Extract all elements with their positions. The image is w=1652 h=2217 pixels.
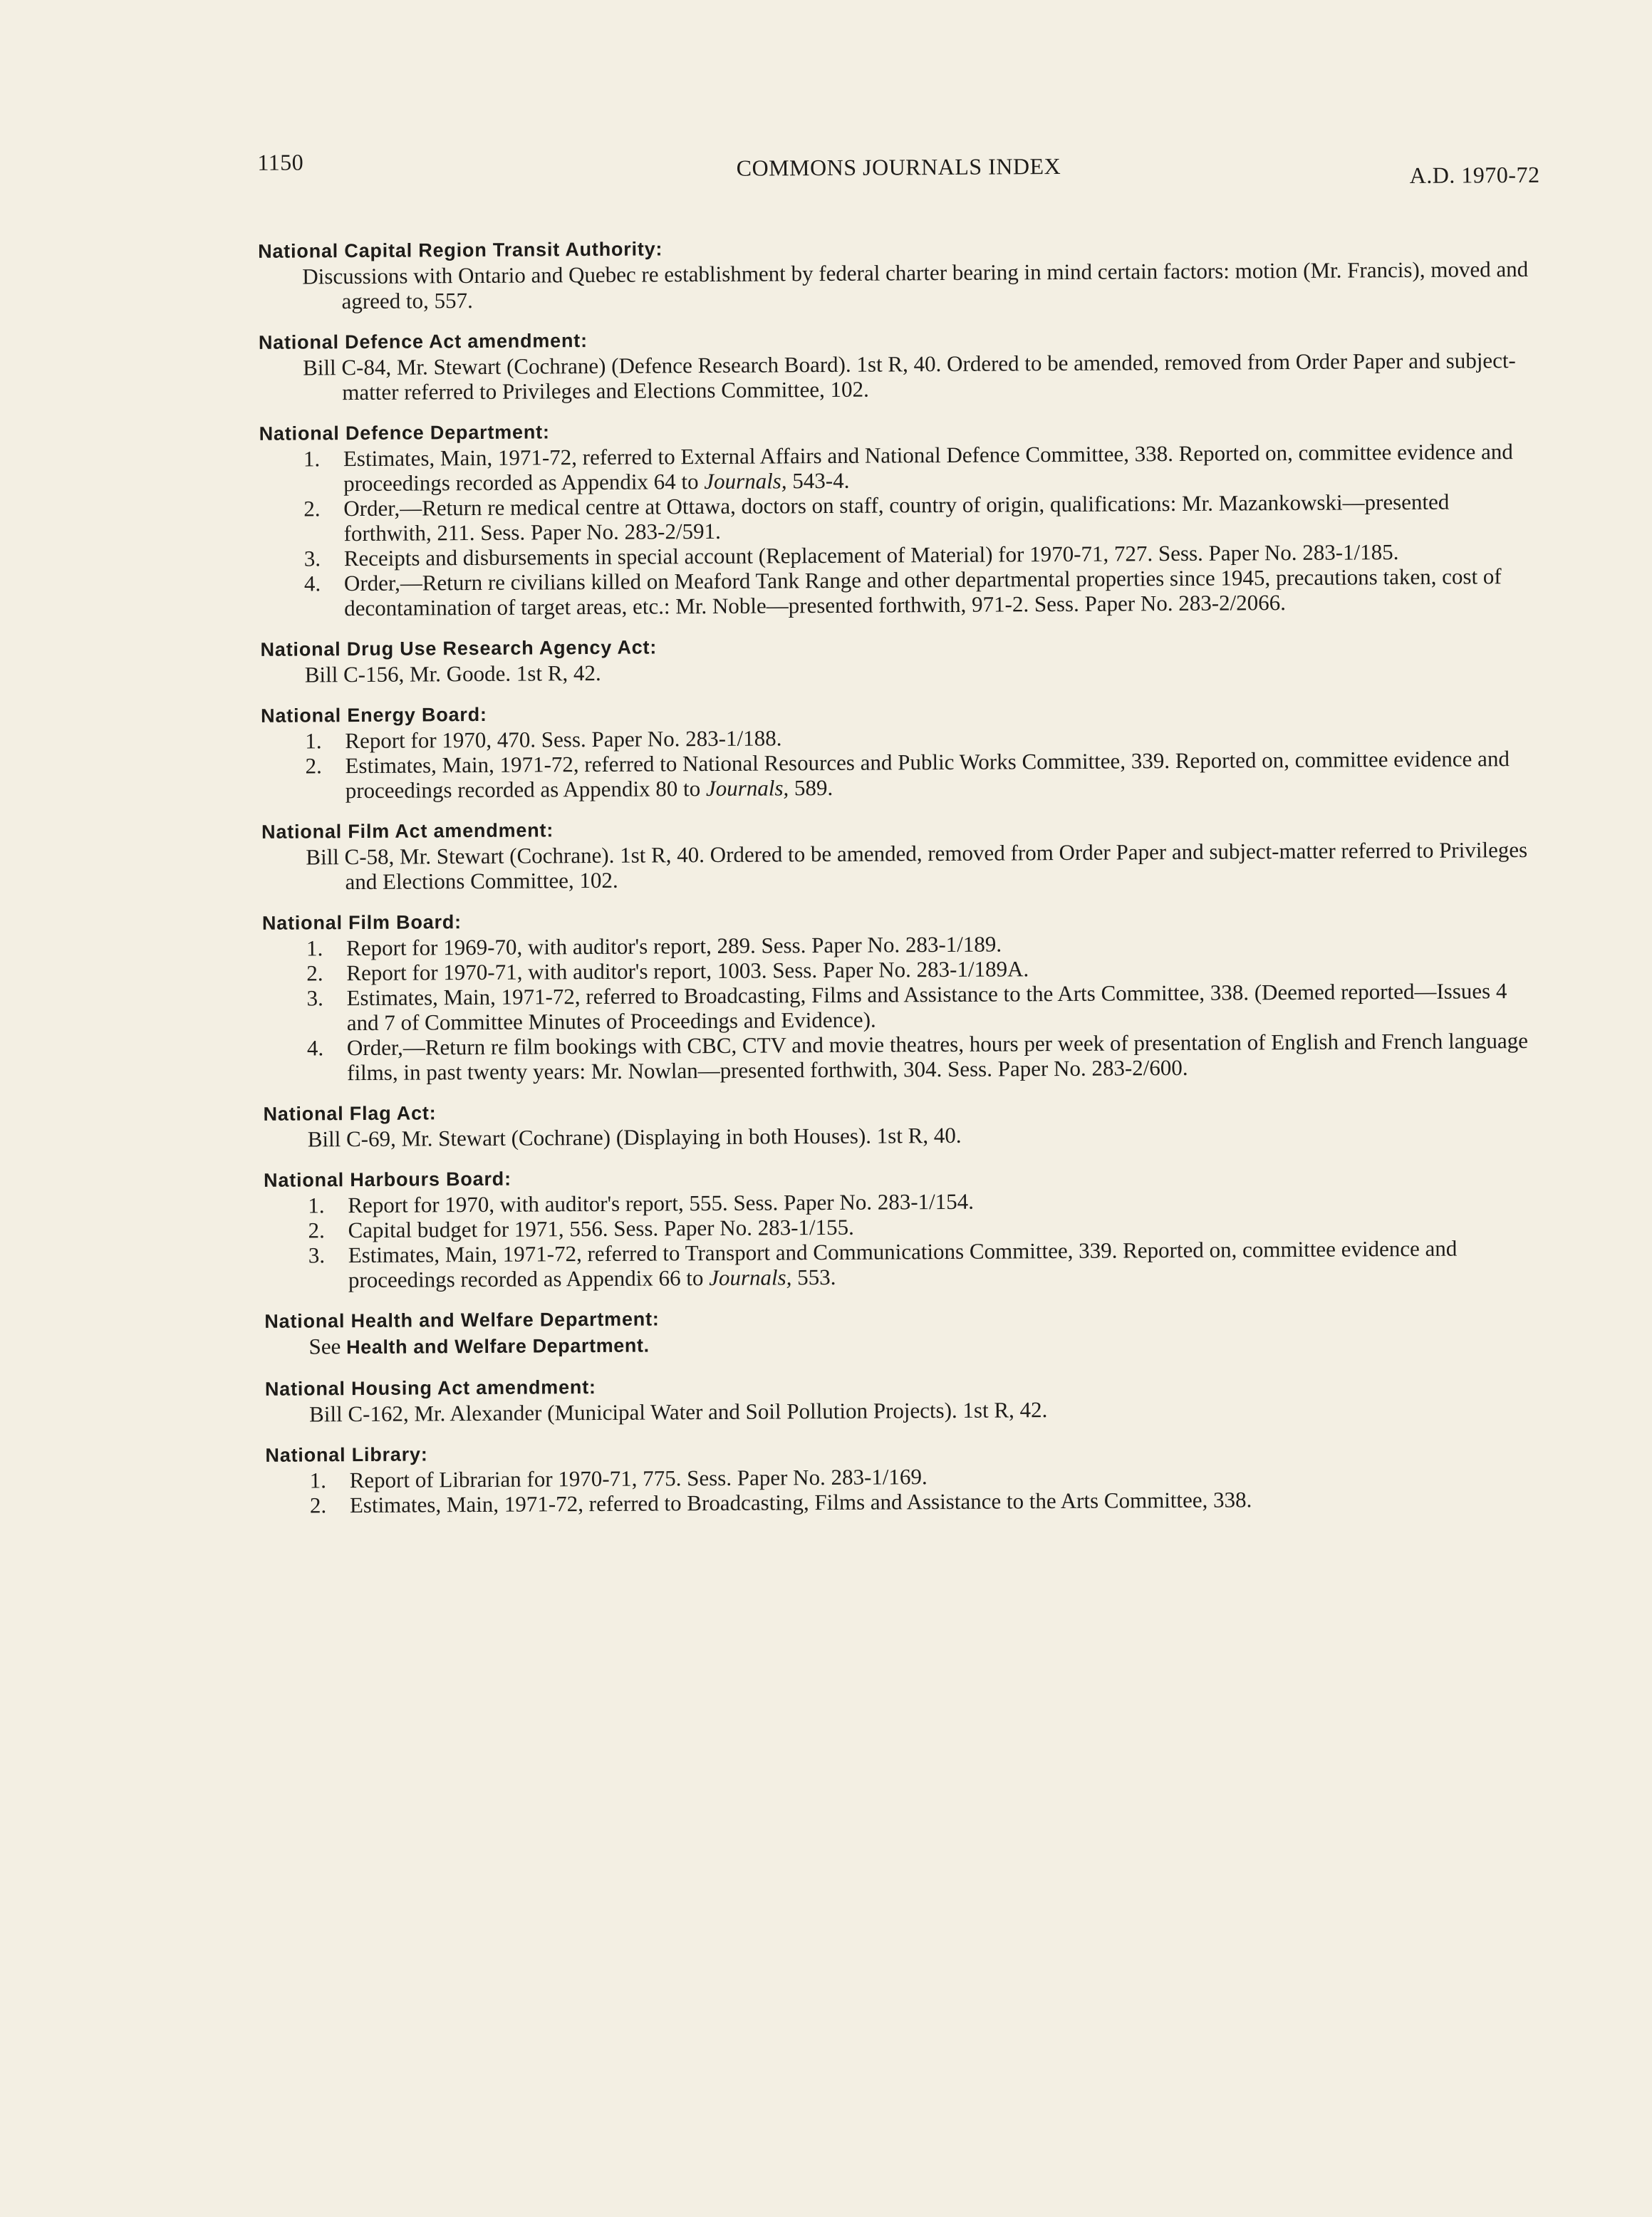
- item-text: Estimates, Main, 1971-72, referred to External Affairs and National Defence Committee, 338. Reported on, committee evidence and proceedings recorded as Appendix 64 to: [343, 439, 1513, 497]
- item-number: 4.: [306, 1035, 324, 1061]
- item-number: 4.: [303, 571, 321, 596]
- entry-items: [255, 721, 1538, 804]
- item-number: 1.: [303, 446, 321, 472]
- index-entry: [259, 1369, 1542, 1427]
- item-number: 1.: [308, 1193, 325, 1218]
- item-text-end: 553.: [791, 1264, 836, 1290]
- index-entry: [259, 1435, 1542, 1518]
- entry-text: Bill C-84, Mr. Stewart (Cochrane) (Defence Research Board). 1st R, 40. Ordered to be amended, removed from Order Paper and subject-matter referred to Privileges and Elections Committee, 102.: [303, 348, 1516, 405]
- entry-items: [258, 1185, 1541, 1293]
- index-entry: [255, 695, 1538, 804]
- index-content: [252, 231, 1542, 1534]
- index-entry: [259, 1301, 1541, 1361]
- item-number: 2.: [308, 1217, 325, 1243]
- see-prefix: See: [308, 1334, 341, 1359]
- index-entry: [257, 1094, 1539, 1152]
- entry-items: [256, 928, 1539, 1086]
- list-item: [303, 439, 1536, 497]
- index-entry: [258, 1160, 1541, 1293]
- entry-heading: National Housing Act amendment:: [264, 1376, 596, 1400]
- item-text: Report of Librarian for 1970-71, 775. Sess. Paper No. 283-1/169.: [349, 1464, 928, 1493]
- journals-italic: Journals,: [705, 775, 789, 801]
- entry-heading: National Defence Act amendment:: [258, 330, 588, 353]
- item-text: Report for 1970-71, with auditor's report, 1003. Sess. Paper No. 283-1/189A.: [346, 956, 1029, 986]
- item-number: 3.: [306, 985, 323, 1011]
- index-entry: [254, 629, 1537, 687]
- list-item: [305, 746, 1537, 804]
- entry-heading: National Film Board:: [261, 911, 462, 934]
- list-item: [303, 489, 1536, 546]
- entry-heading: National Health and Welfare Department:: [264, 1308, 660, 1332]
- entry-heading: National Capital Region Transit Authority:: [258, 238, 663, 262]
- page-number: 1150: [257, 149, 304, 175]
- item-text-end: 543-4.: [786, 467, 850, 494]
- entry-text: Bill C-162, Mr. Alexander (Municipal Water and Soil Pollution Projects). 1st R, 42.: [309, 1397, 1048, 1427]
- item-number: 1.: [309, 1468, 327, 1493]
- item-text: Report for 1970, with auditor's report, 555. Sess. Paper No. 283-1/154.: [348, 1188, 975, 1218]
- entry-heading: National Harbours Board:: [264, 1168, 511, 1191]
- item-text: Estimates, Main, 1971-72, referred to Transport and Communications Committee, 339. Reported on, committee evidence and proceedings recorded as Appendix 66 to: [348, 1235, 1458, 1293]
- index-entry: [256, 811, 1539, 895]
- list-item: [308, 1235, 1541, 1293]
- page-title: COMMONS JOURNALS INDEX: [736, 152, 1061, 181]
- index-entry: [252, 231, 1535, 314]
- entry-heading: National Drug Use Research Agency Act:: [260, 636, 658, 660]
- list-item: [304, 564, 1537, 621]
- index-entry: [254, 413, 1537, 621]
- journals-italic: Journals,: [704, 468, 787, 494]
- item-number: 2.: [303, 496, 321, 521]
- index-entry: [253, 322, 1536, 405]
- item-text: Estimates, Main, 1971-72, referred to National Resources and Public Works Committee, 339. Reported on, committee evidence and proceedings recorded as Appendix 80 to: [345, 746, 1510, 804]
- see-target: Health and Welfare Department.: [346, 1334, 650, 1359]
- item-number: 3.: [308, 1242, 326, 1268]
- list-item: [307, 1028, 1539, 1086]
- entry-heading: National Defence Department:: [259, 421, 550, 445]
- item-text: Report for 1970, 470. Sess. Paper No. 283-1/188.: [345, 725, 782, 754]
- running-head: [257, 142, 1539, 192]
- item-number: 1.: [305, 728, 322, 754]
- journals-italic: Journals,: [709, 1265, 792, 1291]
- entry-text: Bill C-156, Mr. Goode. 1st R, 42.: [304, 660, 601, 687]
- list-item: [306, 978, 1539, 1036]
- item-number: 2.: [306, 960, 323, 986]
- entry-heading: National Library:: [265, 1443, 428, 1466]
- entry-text: Bill C-69, Mr. Stewart (Cochrane) (Displaying in both Houses). 1st R, 40.: [307, 1122, 962, 1152]
- page-years: A.D. 1970-72: [1409, 161, 1540, 189]
- index-entry: [256, 903, 1539, 1086]
- item-number: 2.: [309, 1492, 327, 1518]
- entry-text: Bill C-58, Mr. Stewart (Cochrane). 1st R, 40. Ordered to be amended, removed from Order Paper and subject-matter referred to Privileges and Elections Committee, 102.: [306, 837, 1528, 895]
- entry-text: Discussions with Ontario and Quebec re establishment by federal charter bearing in mind certain factors: motion (Mr. Francis), moved and agreed to, 557.: [302, 256, 1529, 314]
- item-text: Order,—Return re medical centre at Ottawa, doctors on staff, country of origin, qualifications: Mr. Mazankowski—presented forthwith, 211. Sess. Paper No. 283-2/591.: [343, 489, 1450, 546]
- item-text: Estimates, Main, 1971-72, referred to Broadcasting, Films and Assistance to the Arts Committee, 338.: [349, 1487, 1252, 1518]
- item-number: 1.: [306, 935, 323, 961]
- item-text: Capital budget for 1971, 556. Sess. Paper No. 283-1/155.: [348, 1214, 854, 1243]
- entry-heading: National Film Act amendment:: [261, 819, 554, 843]
- entry-heading: National Energy Board:: [261, 703, 487, 727]
- item-number: 2.: [305, 753, 322, 779]
- entry-items: [260, 1460, 1542, 1518]
- item-number: 3.: [303, 546, 321, 571]
- item-text: Order,—Return re civilians killed on Meaford Tank Range and other departmental properties since 1945, precautions taken, cost of decontamination of target areas, etc.: Mr. Noble—presented forthwith, 971-2. Sess. Paper No. 283-2/2066.: [343, 564, 1502, 621]
- item-text: Receipts and disbursements in special account (Replacement of Material) for 1970-71, 727. Sess. Paper No. 283-1/185.: [343, 539, 1399, 571]
- item-text-end: 589.: [789, 774, 833, 801]
- entry-items: [254, 439, 1537, 621]
- item-text: Report for 1969-70, with auditor's report, 289. Sess. Paper No. 283-1/189.: [346, 931, 1002, 961]
- item-text: Estimates, Main, 1971-72, referred to Broadcasting, Films and Assistance to the Arts Committee, 338. (Deemed reported—Issues 4 and 7 of Committee Minutes of Proceedings and Evidence).: [346, 978, 1507, 1036]
- item-text: Order,—Return re film bookings with CBC, CTV and movie theatres, hours per week of presentation of English and French language films, in past twenty years: Mr. Nowlan—presented forthwith, 304. Sess. Paper No. 283-2/600.: [346, 1028, 1529, 1086]
- entry-heading: National Flag Act:: [263, 1102, 437, 1125]
